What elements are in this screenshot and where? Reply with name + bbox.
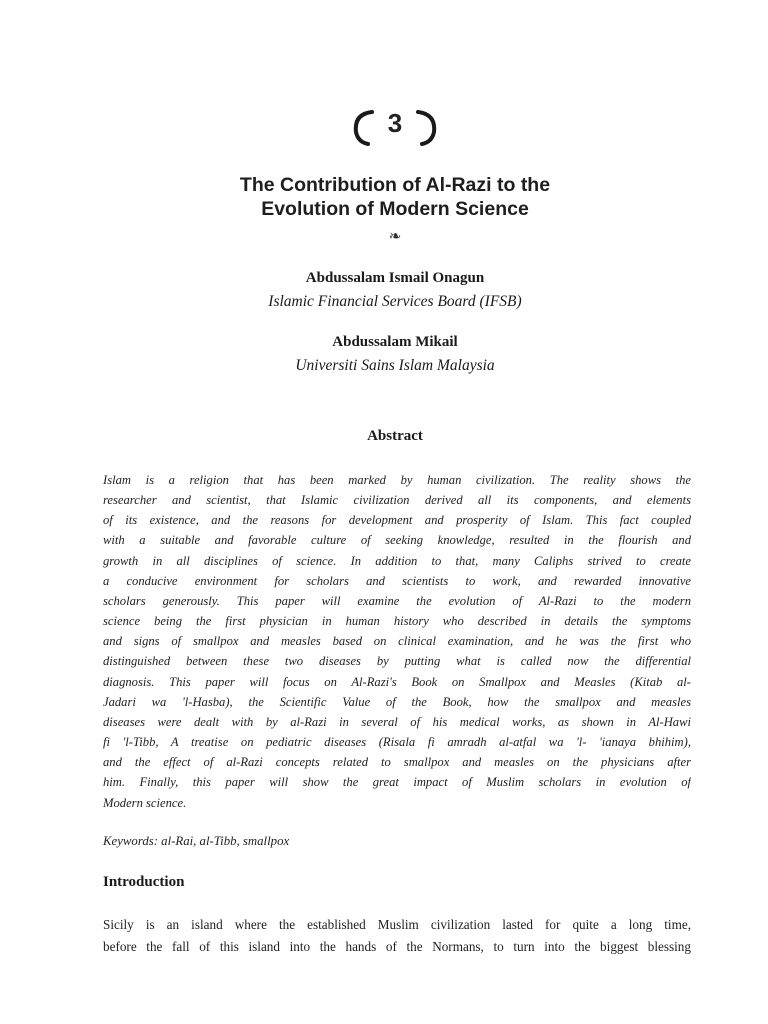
paper-title-line-2: Evolution of Modern Science [261,198,529,220]
abstract-line: diseases were dealt with by al-Razi in several of his medical works, as shown in Al-Hawi [103,714,691,729]
abstract-line: scholars generously. This paper will examine the evolution of Al-Razi to the modern [103,593,691,608]
abstract-body [103,470,691,813]
abstract-line: growth in all disciplines of science. In addition to that, many Caliphs strived to create [103,553,691,568]
abstract-line: science being the first physician in human history who described in details the symptoms [103,614,691,629]
chapter-number: 3 [387,108,403,138]
abstract-line: Modern science. [103,795,187,810]
paper-title-line-1: The Contribution of Al-Razi to the [239,174,551,196]
floral-divider-icon: ❧ [388,229,402,245]
paper-title [100,173,690,221]
author-2-affiliation: Universiti Sains Islam Malaysia [295,357,495,374]
author-1-affiliation: Islamic Financial Services Board (IFSB) [268,293,522,310]
author-1-name: Abdussalam Ismail Onagun [305,270,485,286]
body-line: before the fall of this island into the hands of the Normans, to turn into the biggest blessing [103,939,691,954]
abstract-line: Jadari wa 'l-Hasba), the Scientific Value of the Book, how the smallpox and measles [103,694,691,709]
introduction-body [103,914,691,958]
abstract-line: Islam is a religion that has been marked by human civilization. The reality shows the [103,473,691,487]
abstract-line: a conducive environment for scholars and scientists to work, and rewarded innovative [103,573,691,588]
author-2-name: Abdussalam Mikail [332,334,458,350]
keywords: Keywords: al-Rai, al-Tibb, smallpox [103,834,290,848]
abstract-line: diagnosis. This paper will focus on Al-Razi's Book on Smallpox and Measles (Kitab al- [103,674,691,689]
body-line: Sicily is an island where the established Muslim civilization lasted for quite a long time, [103,917,691,932]
abstract-line: distinguished between these two diseases by putting what is called now the differential [103,654,691,669]
abstract-line: researcher and scientist, that Islamic civilization derived all its components, and elements [103,493,691,508]
abstract-line: with a suitable and favorable culture of seeking knowledge, resulted in the flourish and [103,533,691,548]
abstract-line: him. Finally, this paper will show the great impact of Muslim scholars in evolution of [103,775,691,790]
abstract-line: fi 'l-Tibb, A treatise on pediatric diseases (Risala fi amradh al-atfal wa 'l- 'ianaya bhihim), [103,735,691,750]
chapter-number-badge [340,102,450,152]
abstract-line: and the effect of al-Razi concepts related to smallpox and measles on the physicians after [103,755,691,770]
introduction-heading: Introduction [103,874,185,890]
abstract-line: of its existence, and the reasons for development and prosperity of Islam. This fact coupled [103,513,691,528]
abstract-line: and signs of smallpox and measles based on clinical examination, and he was the first who [103,634,691,649]
abstract-heading: Abstract [367,428,423,444]
